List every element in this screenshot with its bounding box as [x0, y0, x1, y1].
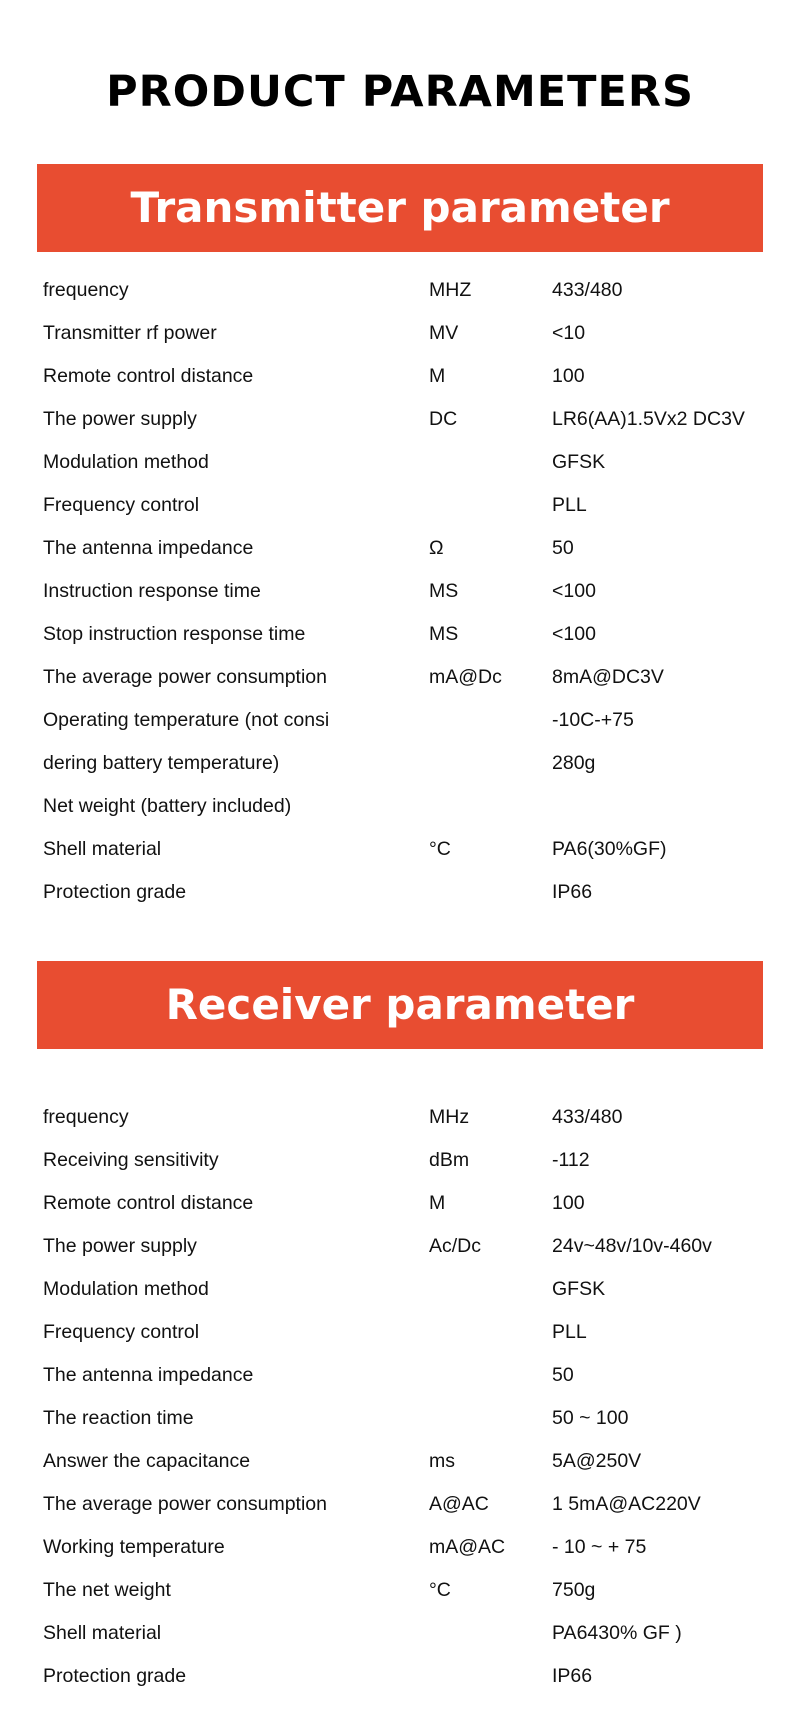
parameter-value: 8mA@DC3V — [552, 666, 664, 688]
parameter-name: The antenna impedance — [43, 1364, 254, 1386]
table-row — [43, 570, 763, 613]
table-row — [43, 828, 763, 871]
parameter-unit — [429, 1268, 552, 1311]
parameter-name: frequency — [43, 1106, 129, 1128]
parameter-name: Frequency control — [43, 494, 200, 516]
table-row — [43, 441, 763, 484]
table-row — [43, 1225, 763, 1268]
table-row — [43, 1655, 763, 1698]
parameter-value: 433/480 — [552, 1106, 623, 1128]
receiver-heading: Receiver parameter — [37, 961, 763, 1049]
table-row — [43, 656, 763, 699]
parameter-value: PA6430% GF ) — [552, 1622, 682, 1644]
parameter-name: Frequency control — [43, 1321, 200, 1343]
parameter-name: The average power consumption — [43, 1493, 327, 1515]
parameter-value: <100 — [552, 623, 596, 645]
parameter-unit: M — [429, 365, 446, 387]
parameter-name: The power supply — [43, 408, 197, 430]
parameter-unit: mA@AC — [429, 1536, 506, 1558]
parameter-unit — [429, 785, 552, 828]
parameter-unit: A@AC — [429, 1493, 489, 1515]
table-row — [43, 1354, 763, 1397]
parameter-value: 24v~48v/10v-460v — [552, 1235, 712, 1257]
parameter-unit — [429, 1612, 552, 1655]
parameter-unit — [429, 1311, 552, 1354]
parameter-name: Remote control distance — [43, 365, 254, 387]
parameter-name: Receiving sensitivity — [43, 1149, 219, 1171]
parameter-value: 100 — [552, 1192, 585, 1214]
parameter-unit — [429, 1354, 552, 1397]
parameter-value: <100 — [552, 580, 596, 602]
table-row — [43, 527, 763, 570]
parameter-name: Remote control distance — [43, 1192, 254, 1214]
parameter-value: 1 5mA@AC220V — [552, 1493, 701, 1515]
table-row — [43, 1311, 763, 1354]
parameter-value: 433/480 — [552, 279, 623, 301]
parameter-value: 750g — [552, 1579, 596, 1601]
parameter-name: The average power consumption — [43, 666, 327, 688]
parameter-unit — [429, 1397, 552, 1440]
parameter-unit — [429, 699, 552, 742]
parameter-unit — [429, 1655, 552, 1698]
parameter-value: 280g — [552, 752, 596, 774]
table-row — [43, 699, 763, 742]
table-row — [43, 1569, 763, 1612]
table-row — [43, 871, 763, 914]
parameter-name: Modulation method — [43, 1278, 209, 1300]
parameter-name: Net weight (battery included) — [43, 795, 292, 817]
parameter-value: - 10 ~ + 75 — [552, 1536, 647, 1558]
parameter-name: The reaction time — [43, 1407, 194, 1429]
table-row — [43, 1612, 763, 1655]
parameter-unit: dBm — [429, 1149, 470, 1171]
parameter-unit: °C — [429, 838, 451, 860]
parameter-value: IP66 — [552, 881, 593, 903]
transmitter-parameter-table — [43, 269, 763, 914]
parameter-value: 50 ~ 100 — [552, 1407, 629, 1429]
parameter-unit: MS — [429, 623, 459, 645]
table-row — [43, 269, 763, 312]
parameter-value: GFSK — [552, 451, 606, 473]
parameter-unit: M — [429, 1192, 446, 1214]
table-row — [43, 1526, 763, 1569]
parameter-unit: MV — [429, 322, 459, 344]
parameter-name: Protection grade — [43, 881, 187, 903]
parameter-value: 50 — [552, 537, 574, 559]
parameter-value: -112 — [552, 1149, 590, 1171]
parameter-value: GFSK — [552, 1278, 606, 1300]
table-row — [43, 613, 763, 656]
parameter-value: IP66 — [552, 1665, 593, 1687]
table-row — [43, 785, 763, 828]
receiver-parameter-table — [43, 1096, 763, 1698]
parameter-name: Working temperature — [43, 1536, 225, 1558]
parameter-value: PA6(30%GF) — [552, 838, 667, 860]
parameter-unit: Ω — [429, 537, 444, 559]
parameter-value: 50 — [552, 1364, 574, 1386]
parameter-unit — [429, 742, 552, 785]
table-row — [43, 1397, 763, 1440]
parameter-name: Stop instruction response time — [43, 623, 306, 645]
parameter-value: LR6(AA)1.5Vx2 DC3V — [552, 408, 745, 430]
table-row — [43, 1268, 763, 1311]
parameter-name: Shell material — [43, 1622, 162, 1644]
parameter-name: The power supply — [43, 1235, 197, 1257]
parameter-unit: MHZ — [429, 279, 472, 301]
parameter-value: PLL — [552, 1321, 587, 1343]
parameter-unit — [429, 871, 552, 914]
parameter-name: Modulation method — [43, 451, 209, 473]
parameter-unit: ms — [429, 1450, 455, 1472]
parameter-unit — [429, 484, 552, 527]
parameter-name: Answer the capacitance — [43, 1450, 251, 1472]
table-row — [43, 1139, 763, 1182]
table-row — [43, 1440, 763, 1483]
parameter-unit: DC — [429, 408, 458, 430]
table-row — [43, 484, 763, 527]
parameter-name: The antenna impedance — [43, 537, 254, 559]
table-row — [43, 1483, 763, 1526]
table-row — [43, 742, 763, 785]
parameter-name: Instruction response time — [43, 580, 261, 602]
parameter-unit — [429, 441, 552, 484]
parameter-unit: Ac/Dc — [429, 1235, 482, 1257]
parameter-unit: MS — [429, 580, 459, 602]
table-row — [43, 1182, 763, 1225]
transmitter-heading: Transmitter parameter — [37, 164, 763, 252]
parameter-value: 5A@250V — [552, 1450, 642, 1472]
parameter-name: Shell material — [43, 838, 162, 860]
parameter-value — [552, 785, 763, 828]
parameter-unit: MHz — [429, 1106, 470, 1128]
table-row — [43, 398, 763, 441]
parameter-value: PLL — [552, 494, 587, 516]
parameter-name: dering battery temperature) — [43, 752, 280, 774]
parameter-unit: mA@Dc — [429, 666, 502, 688]
parameter-value: 100 — [552, 365, 585, 387]
parameter-name: Operating temperature (not consi — [43, 709, 330, 731]
parameter-name: The net weight — [43, 1579, 171, 1601]
table-row — [43, 312, 763, 355]
table-row — [43, 1096, 763, 1139]
parameter-name: frequency — [43, 279, 129, 301]
parameter-value: <10 — [552, 322, 586, 344]
parameter-name: Protection grade — [43, 1665, 187, 1687]
page-title: PRODUCT PARAMETERS — [106, 67, 694, 117]
parameter-unit: °C — [429, 1579, 451, 1601]
parameter-name: Transmitter rf power — [43, 322, 217, 344]
table-row — [43, 355, 763, 398]
parameter-value: -10C-+75 — [552, 709, 634, 731]
